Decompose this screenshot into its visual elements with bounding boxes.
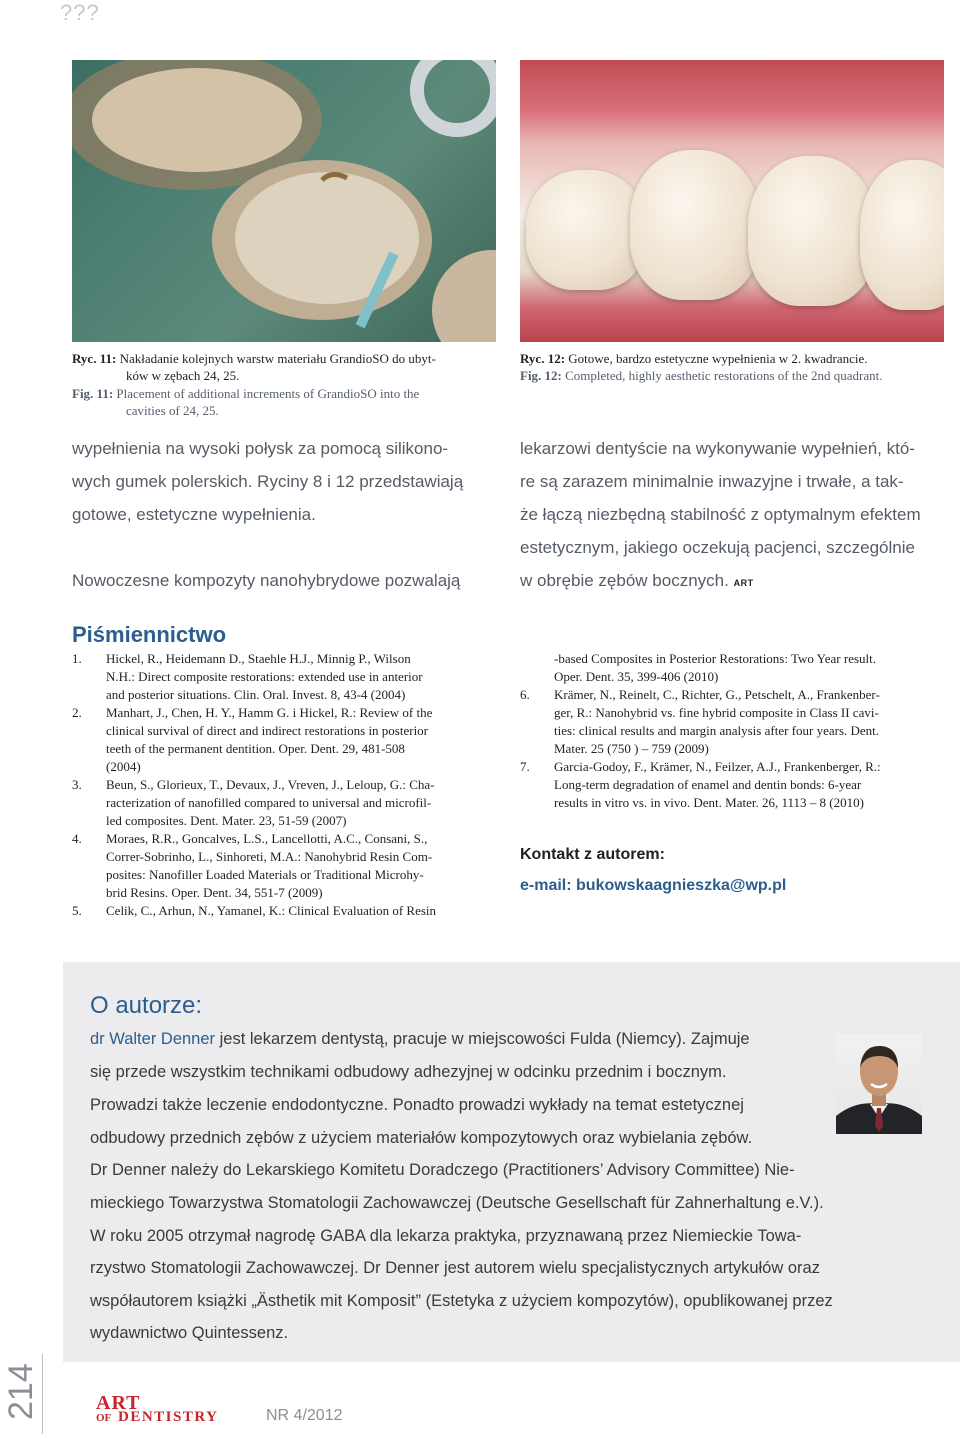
reference-line bbox=[520, 650, 876, 668]
reference-text: Long-term degradation of enamel and dentin bonds: 6-year bbox=[554, 777, 862, 792]
about-line: W roku 2005 otrzymał nagrodę GABA dla lekarza praktyka, przyznawaną przez Niemieckie Towa- bbox=[90, 1227, 802, 1245]
about-line: Prowadzi także leczenie endodontyczne. Ponadto prowadzi wykłady na temat estetycznej bbox=[90, 1096, 744, 1114]
reference-number: 7. bbox=[520, 759, 530, 774]
reference-line bbox=[72, 902, 436, 920]
reference-text: posites: Nanofiller Loaded Materials or Traditional Microhy- bbox=[106, 867, 424, 882]
caption-text: Nakładanie kolejnych warstw materiału GrandioSO do ubyt- bbox=[119, 351, 436, 366]
issue-number: NR 4/2012 bbox=[266, 1407, 343, 1424]
reference-text: Moraes, R.R., Goncalves, L.S., Lancellotti, A.C., Consani, S., bbox=[106, 831, 428, 846]
references-title: Piśmiennictwo bbox=[72, 622, 227, 647]
reference-number: 3. bbox=[72, 777, 82, 792]
reference-text: Beun, S., Glorieux, T., Devaux, J., Vreven, J., Leloup, G.: Cha- bbox=[106, 777, 435, 792]
reference-line bbox=[72, 758, 141, 776]
reference-number: 1. bbox=[72, 651, 82, 666]
reference-text: (2004) bbox=[106, 759, 141, 774]
body-line: wypełnienia na wysoki połysk za pomocą silikono- bbox=[72, 439, 449, 458]
reference-text: racterization of nanofilled compared to universal and microfil- bbox=[106, 795, 432, 810]
reference-text: -based Composites in Posterior Restorations: Two Year result. bbox=[554, 651, 877, 666]
reference-line bbox=[72, 866, 424, 884]
reference-number: 6. bbox=[520, 687, 530, 702]
about-line: mieckiego Towarzystwa Stomatologii Zachowawczej (Deutsche Gesellschaft für Zahnerhaltung e.V.). bbox=[90, 1194, 824, 1212]
footer-divider bbox=[42, 1354, 43, 1434]
reference-line bbox=[72, 848, 432, 866]
body-line: estetycznym, jakiego oczekują pacjenci, szczególnie bbox=[520, 538, 915, 557]
about-author-title: O autorze: bbox=[90, 992, 203, 1019]
caption-label: Ryc. 11: bbox=[72, 351, 117, 366]
logo-dentistry: DENTISTRY bbox=[118, 1409, 219, 1425]
reference-line bbox=[72, 722, 428, 740]
reference-line bbox=[72, 686, 405, 704]
reference-text: Hickel, R., Heidemann D., Staehle H.J., Minnig P., Wilson bbox=[106, 651, 411, 666]
caption-fig11 bbox=[72, 351, 502, 421]
caption-text: cavities of 24, 25. bbox=[126, 403, 219, 418]
reference-text: brid Resins. Oper. Dent. 34, 551-7 (2009) bbox=[106, 885, 323, 900]
references-list-left bbox=[72, 650, 504, 925]
reference-text: and posterior situations. Clin. Oral. Invest. 8, 43-4 (2004) bbox=[106, 687, 406, 702]
caption-label: Fig. 12: bbox=[520, 368, 562, 383]
caption-text: Completed, highly aesthetic restorations of the 2nd quadrant. bbox=[565, 368, 883, 383]
reference-line bbox=[72, 668, 423, 686]
caption-text: Gotowe, bardzo estetyczne wypełnienia w 2. kwadrancie. bbox=[568, 351, 868, 366]
reference-line bbox=[520, 704, 879, 722]
body-line: wych gumek polerskich. Ryciny 8 i 12 przedstawiają bbox=[72, 472, 464, 491]
logo-of: OF bbox=[96, 1412, 112, 1424]
author-portrait bbox=[836, 1034, 922, 1134]
reference-text: Manhart, J., Chen, H. Y., Hamm G. i Hickel, R.: Review of the bbox=[106, 705, 433, 720]
reference-line bbox=[520, 776, 861, 794]
body-line: gotowe, estetyczne wypełnienia. bbox=[72, 505, 316, 524]
reference-line bbox=[72, 776, 435, 794]
reference-text: N.H.: Direct composite restorations: extended use in anterior bbox=[106, 669, 423, 684]
dental-dam-illustration bbox=[72, 60, 496, 342]
reference-line bbox=[72, 884, 323, 902]
reference-line bbox=[520, 740, 709, 758]
reference-line bbox=[72, 704, 432, 722]
body-line: Nowoczesne kompozyty nanohybrydowe pozwalają bbox=[72, 571, 461, 590]
caption-text: ków w zębach 24, 25. bbox=[126, 368, 240, 383]
body-column-left bbox=[72, 432, 500, 602]
about-line: współautorem książki „Ästhetik mit Komposit” (Estetyka z użyciem kompozytów), opublikowanej przez bbox=[90, 1292, 833, 1310]
about-line: jest lekarzem dentystą, pracuje w miejscowości Fulda (Niemcy). Zajmuje bbox=[215, 1030, 750, 1048]
reference-text: Mater. 25 (750 ) – 759 (2009) bbox=[554, 741, 709, 756]
references-list-right bbox=[520, 650, 952, 815]
caption-label: Ryc. 12: bbox=[520, 351, 566, 366]
body-line: lekarzowi dentyście na wykonywanie wypełnień, któ- bbox=[520, 439, 915, 458]
reference-text: led composites. Dent. Mater. 23, 51-59 (2007) bbox=[106, 813, 347, 828]
about-line: rzystwo Stomatologii Zachowawczej. Dr Denner jest autorem wielu specjalistycznych artykułów oraz bbox=[90, 1259, 820, 1277]
portrait-illustration bbox=[836, 1034, 922, 1134]
article-end-mark: ART bbox=[733, 578, 754, 588]
clinical-photo-fig12 bbox=[520, 60, 944, 342]
reference-text: Garcia-Godoy, F., Krämer, N., Feilzer, A.J., Frankenberger, R.: bbox=[554, 759, 881, 774]
caption-fig12 bbox=[520, 351, 950, 391]
header-marks: ??? bbox=[60, 0, 100, 25]
reference-text: results in vitro vs. in vivo. Dent. Mater. 26, 1113 – 8 (2010) bbox=[554, 795, 864, 810]
body-line: w obrębie zębów bocznych. bbox=[520, 571, 729, 590]
about-author-text bbox=[90, 1030, 930, 1350]
reference-line bbox=[72, 812, 346, 830]
reference-line bbox=[520, 722, 879, 740]
reference-line bbox=[520, 794, 864, 812]
reference-text: Celik, C., Arhun, N., Yamanel, K.: Clinical Evaluation of Resin bbox=[106, 903, 437, 918]
contact-email-link[interactable]: e-mail: bukowskaagnieszka@wp.pl bbox=[520, 877, 787, 894]
reference-number: 5. bbox=[72, 903, 82, 918]
about-line: Dr Denner należy do Lekarskiego Komitetu Doradczego (Practitioners’ Advisory Committee) Nie- bbox=[90, 1161, 795, 1179]
body-line: re są zarazem minimalnie inwazyjne i trwałe, a tak- bbox=[520, 472, 904, 491]
reference-text: Krämer, N., Reinelt, C., Richter, G., Petschelt, A., Frankenber- bbox=[554, 687, 880, 702]
reference-text: clinical survival of direct and indirect restorations in posterior bbox=[106, 723, 429, 738]
about-line: się przede wszystkim technikami odbudowy adhezyjnej w odcinku przednim i bocznym. bbox=[90, 1063, 727, 1081]
reference-text: Oper. Dent. 35, 399-406 (2010) bbox=[554, 669, 719, 684]
reference-line bbox=[72, 794, 431, 812]
reference-text: Correr-Sobrinho, L., Sinhoreti, M.A.: Nanohybrid Resin Com- bbox=[106, 849, 433, 864]
reference-text: teeth of the permanent dentition. Oper. Dent. 29, 481-508 bbox=[106, 741, 405, 756]
reference-line bbox=[520, 686, 880, 704]
page-number: 214 bbox=[2, 1363, 40, 1420]
contact-title: Kontakt z autorem: bbox=[520, 846, 665, 863]
magazine-logo bbox=[96, 1392, 246, 1432]
reference-line bbox=[520, 758, 881, 776]
about-line: wydawnictwo Quintessenz. bbox=[90, 1324, 289, 1342]
reference-line bbox=[72, 740, 405, 758]
body-line: że łączą niezbędną stabilność z optymalnym efektem bbox=[520, 505, 921, 524]
logo-art: ART bbox=[96, 1392, 141, 1414]
reference-line bbox=[72, 650, 411, 668]
author-name: dr Walter Denner bbox=[90, 1030, 216, 1048]
reference-line bbox=[520, 668, 718, 686]
reference-number: 4. bbox=[72, 831, 82, 846]
reference-text: ties: clinical results and margin analysis after four years. Dent. bbox=[554, 723, 880, 738]
reference-line bbox=[72, 830, 427, 848]
reference-number: 2. bbox=[72, 705, 82, 720]
reference-text: ger, R.: Nanohybrid vs. fine hybrid composite in Class II cavi- bbox=[554, 705, 879, 720]
body-column-right bbox=[520, 432, 948, 602]
about-line: odbudowy przednich zębów z użyciem materiałów kompozytowych oraz wybielania zębów. bbox=[90, 1129, 753, 1147]
caption-label: Fig. 11: bbox=[72, 386, 114, 401]
caption-text: Placement of additional increments of GrandioSO into the bbox=[116, 386, 420, 401]
clinical-photo-fig11 bbox=[72, 60, 496, 342]
